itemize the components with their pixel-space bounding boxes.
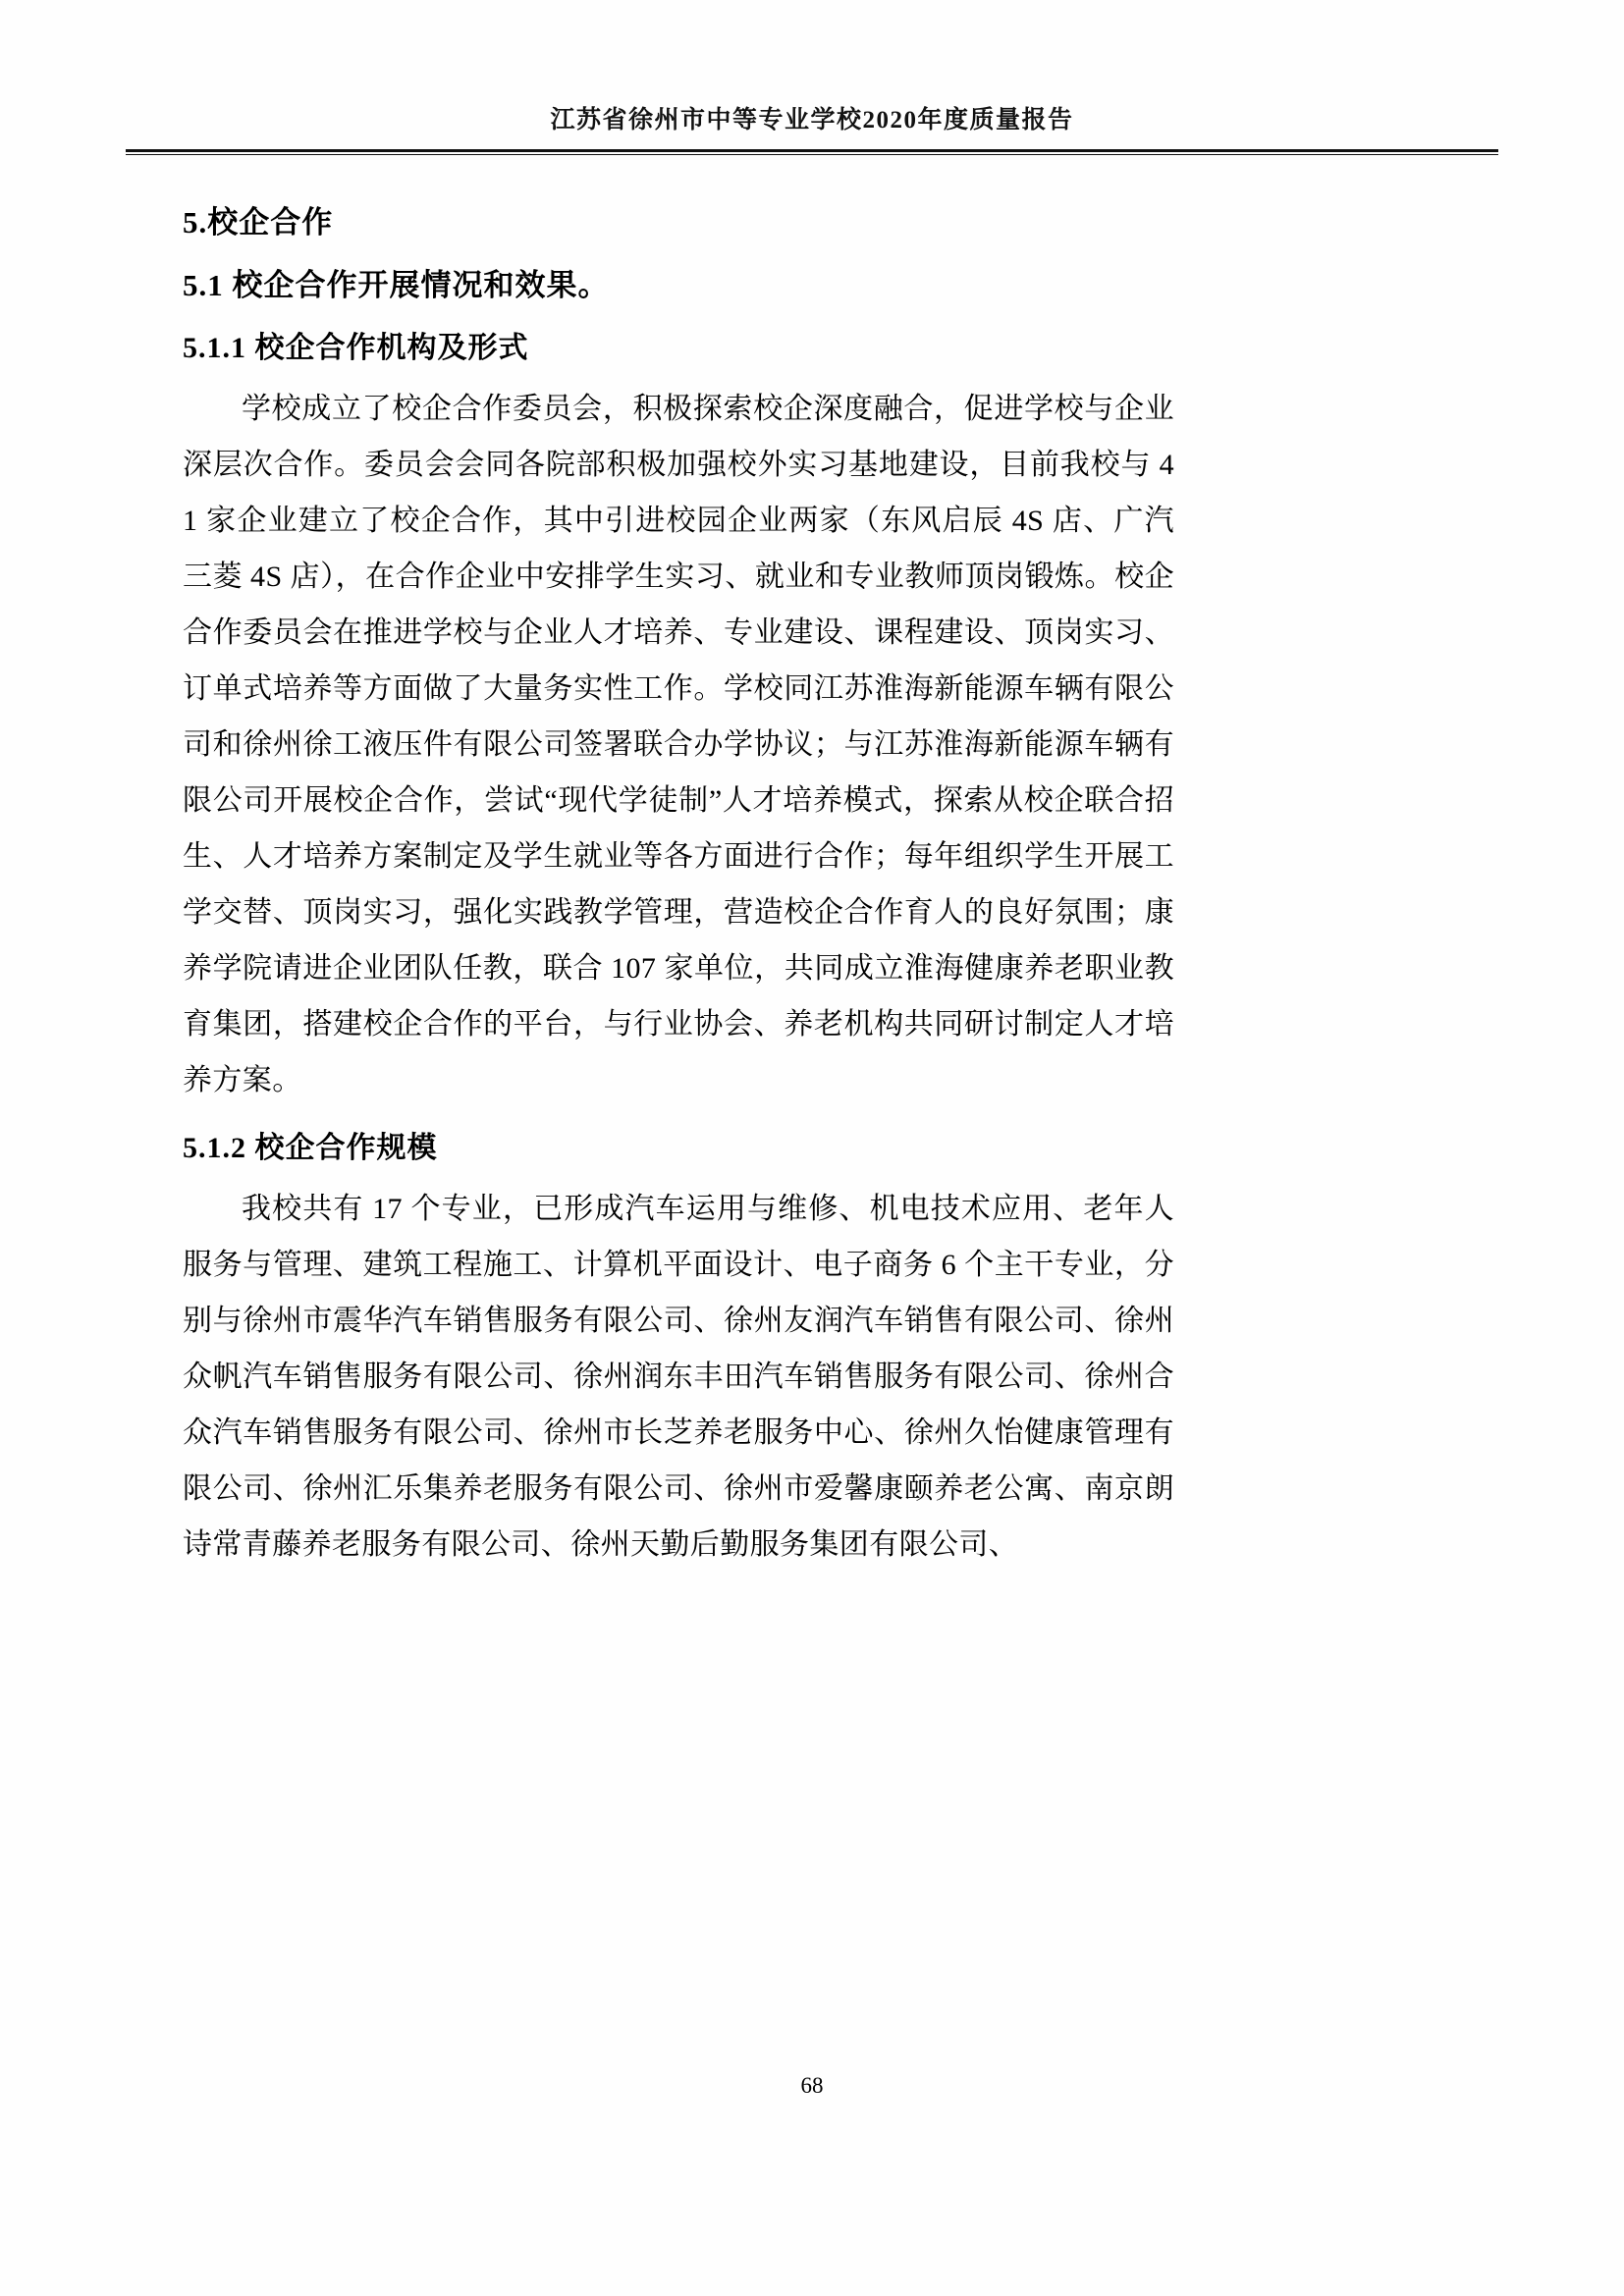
heading-section-5-1-1: 5.1.1 校企合作机构及形式 [183,332,529,364]
header-divider-thin [126,154,1498,155]
header-divider-thick [126,149,1498,152]
heading-section-5-1-2: 5.1.2 校企合作规模 [183,1132,438,1164]
page-number: 68 [800,2073,824,2098]
header-title: 江苏省徐州市中等专业学校2020年度质量报告 [550,107,1074,133]
heading-section-5: 5.校企合作 [183,205,334,240]
body-paragraph-5-1-1: 学校成立了校企合作委员会，积极探索校企深度融合，促进学校与企业深层次合作。委员会会同各院部积极加强校外实习基地建设，目前我校与 41 家企业建立了校企合作，其中引进校园企业两家（东风启辰 4S 店、广汽三菱 4S 店），在合作企业中安排学生实习、就业和专业教师顶岗锻炼。校企合作委员会在推进学校与企业人才培养、专业建设、课程建设、顶岗实习、订单式培养等方面做了大量务实性工作。学校同江苏淮海新能源车辆有限公司和徐州徐工液压件有限公司签署联合办学协议；与江苏淮海新能源车辆有限公司开展校企合作，尝试“现代学徒制”人才培养模式，探索从校企联合招生、人才培养方案制定及学生就业等各方面进行合作；每年组织学生开展工学交替、顶岗实习，强化实践教学管理，营造校企合作育人的良好氛围；康养学院请进企业团队任教，联合 107 家单位，共同成立淮海健康养老职业教育集团，搭建校企合作的平台，与行业协会、养老机构共同研讨制定人才培养方案。 [183,393,1174,1096]
heading-section-5-1: 5.1 校企合作开展情况和效果。 [183,268,610,302]
running-header [147,106,1477,135]
document-body [183,192,1174,1573]
body-paragraph-5-1-2: 我校共有 17 个专业，已形成汽车运用与维修、机电技术应用、老年人服务与管理、建筑工程施工、计算机平面设计、电子商务 6 个主干专业，分别与徐州市震华汽车销售服务有限公司、徐州友润汽车销售有限公司、徐州众帆汽车销售服务有限公司、徐州润东丰田汽车销售服务有限公司、徐州合众汽车销售服务有限公司、徐州市长芝养老服务中心、徐州久怡健康管理有限公司、徐州汇乐集养老服务有限公司、徐州市爱馨康颐养老公寓、南京朗诗常青藤养老服务有限公司、徐州天勤后勤服务集团有限公司、 [183,1193,1174,1561]
